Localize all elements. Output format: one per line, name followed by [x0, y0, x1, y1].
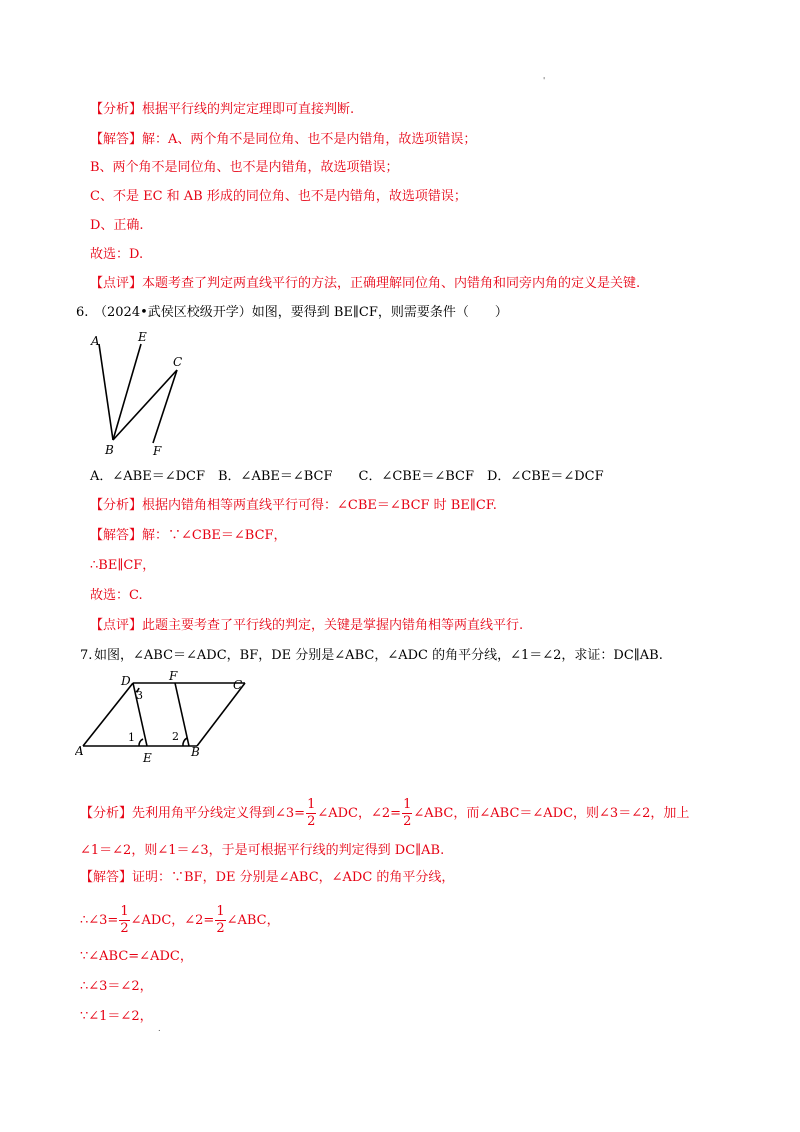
q6-stem: （2024•武侯区校级开学）如图，要得到 BE∥CF，则需要条件（ ）	[94, 305, 508, 320]
q7-answer-line-2	[80, 904, 280, 937]
q7-analysis-line-1	[80, 797, 689, 830]
fraction-half	[119, 904, 129, 937]
fraction-numerator: 1	[307, 797, 316, 812]
q7-stem: 如图，∠ABC＝∠ADC，BF，DE 分别是∠ABC，∠ADC 的角平分线，∠1＝∠2，求证：DC∥AB.	[94, 648, 663, 663]
q7-analysis-part-b: ∠ADC，∠2=	[317, 806, 402, 821]
q7-label-E: E	[143, 751, 152, 765]
q7-label-A: A	[75, 744, 84, 758]
fraction-denominator: 2	[120, 921, 129, 936]
q5-answer-line-2: B、两个角不是同位角、也不是内错角，故选项错误；	[90, 160, 399, 175]
q7-answer-part-c: ∠ABC，	[226, 913, 280, 928]
page-mark-top: '	[543, 76, 546, 85]
q7-answer-line-5: ∵∠1＝∠2，	[80, 1009, 153, 1024]
q6-number: 6.	[76, 305, 89, 320]
q6-comment: 【点评】此题主要考查了平行线的判定，关键是掌握内错角相等两直线平行.	[90, 618, 524, 633]
q6-label-A: A	[91, 334, 100, 348]
q6-figure	[85, 328, 195, 458]
q7-figure	[75, 668, 255, 768]
q6-label-E: E	[138, 330, 147, 344]
q6-label-C: C	[173, 355, 183, 369]
q7-answer-line-4: ∴∠3＝∠2，	[80, 979, 153, 994]
q7-answer-part-b: ∠ADC，∠2=	[130, 913, 215, 928]
q6-answer-line-2: ∴BE∥CF，	[90, 558, 156, 573]
q7-answer-part-a: ∴∠3=	[80, 913, 119, 928]
q7-angle-1: 1	[128, 731, 135, 744]
q7-label-C: C	[233, 678, 243, 692]
q5-choose: 故选：D.	[90, 247, 144, 262]
q6-choose: 故选：C.	[90, 588, 143, 603]
q7-analysis-line-2: ∠1＝∠2，则∠1＝∠3，于是可根据平行线的判定得到 DC∥AB.	[80, 843, 445, 858]
q7-angle-2: 2	[172, 730, 179, 743]
fraction-numerator: 1	[403, 797, 412, 812]
q5-answer-line-3: C、不是 EC 和 AB 形成的同位角、也不是内错角，故选项错误；	[90, 189, 467, 204]
q6-label-F: F	[153, 444, 162, 458]
q7-label-D: D	[121, 674, 131, 688]
q7-answer-line-3: ∵∠ABC=∠ADC，	[80, 949, 193, 964]
q7-analysis-part-a: 【分析】先利用角平分线定义得到∠3=	[80, 806, 306, 821]
q5-analysis: 【分析】根据平行线的判定定理即可直接判断.	[90, 102, 355, 117]
q7-angle-3: 3	[136, 689, 143, 702]
q6-label-B: B	[105, 443, 114, 457]
fraction-half	[306, 797, 316, 830]
q7-label-B: B	[191, 745, 200, 759]
fraction-numerator: 1	[120, 904, 129, 919]
q7-label-F: F	[169, 669, 178, 683]
q7-answer-line-1: 【解答】证明：∵BF，DE 分别是∠ABC，∠ADC 的角平分线，	[80, 870, 455, 885]
q5-comment: 【点评】本题考查了判定两直线平行的方法，正确理解同位角、内错角和同旁内角的定义是关键.	[90, 276, 641, 291]
q6-answer-line-1: 【解答】解：∵∠CBE＝∠BCF，	[90, 528, 287, 543]
q7-analysis-part-c: ∠ABC，而∠ABC＝∠ADC，则∠3＝∠2，加上	[413, 806, 690, 821]
q5-answer-line-4: D、正确.	[90, 218, 144, 233]
q7-number: 7.	[80, 648, 93, 663]
fraction-half	[402, 797, 412, 830]
q5-answer-line-1: 【解答】解：A、两个角不是同位角、也不是内错角，故选项错误；	[90, 132, 477, 147]
fraction-denominator: 2	[403, 814, 412, 829]
fraction-denominator: 2	[216, 921, 225, 936]
fraction-numerator: 1	[216, 904, 225, 919]
page-mark-bottom: .	[158, 1024, 161, 1033]
q6-analysis: 【分析】根据内错角相等两直线平行可得：∠CBE＝∠BCF 时 BE∥CF.	[90, 498, 497, 513]
fraction-half	[215, 904, 225, 937]
q6-options: A．∠ABE＝∠DCF B．∠ABE＝∠BCF C．∠CBE＝∠BCF D．∠CBE＝∠DCF	[90, 469, 604, 484]
fraction-denominator: 2	[307, 814, 316, 829]
